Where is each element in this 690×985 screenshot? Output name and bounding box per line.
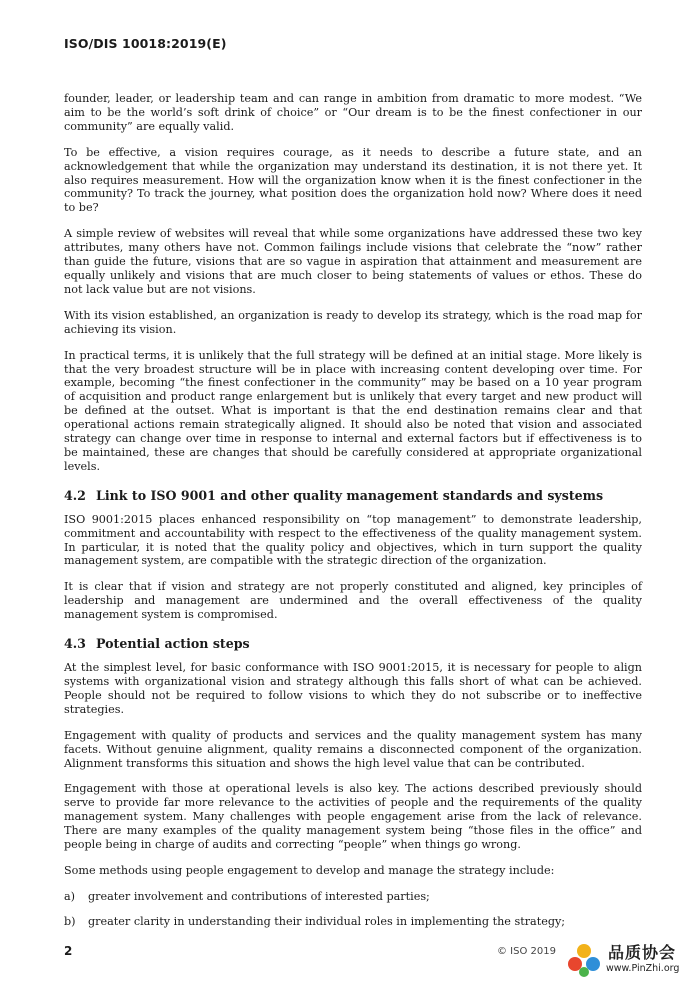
copyright-notice: © ISO 2019 (497, 946, 556, 957)
section-heading-4-2 (64, 488, 642, 503)
paragraph: Some methods using people engagement to develop and manage the strategy include: (64, 863, 555, 877)
page-number: 2 (64, 944, 73, 958)
document-header: ISO/DIS 10018:2019(E) (64, 36, 227, 51)
watermark-url: www.PinZhi.org (606, 963, 680, 974)
list-marker: a) (64, 889, 76, 903)
section-heading-4-3 (64, 636, 642, 651)
watermark-name: 品质协会 (608, 943, 677, 962)
section-number: 4.3 (64, 636, 86, 652)
paragraph: In practical terms, it is unlikely that the full strategy will be defined at an initial stage. More likely is that the very broadest structure will be in place with increasing content developing over time. For example, becoming “the finest confectioner in the community” may be based on a 10 year program of acquisition and product range enlargement but is unlikely that every target and new product will be defined at the outset. What is important is that the end destination remains clear and that operational actions remain strategically aligned. It should also be noted that vision and associated strategy can change over time in response to internal and external factors but if effectiveness is to be maintained, these are changes that should be carefully considered at appropriate organizational levels. (64, 348, 642, 473)
watermark (566, 938, 688, 982)
document-body (64, 92, 642, 940)
list-item (64, 915, 642, 929)
list-text: greater involvement and contributions of interested parties; (88, 889, 430, 903)
section-title: Link to ISO 9001 and other quality management standards and systems (96, 487, 604, 503)
pinzhi-logo-icon (566, 942, 602, 978)
paragraph: Engagement with quality of products and services and the quality management system has many facets. Without genuine alignment, quality remains a disconnected component of the organization. Alignment transforms this situation and shows the high level value that can be contributed. (64, 728, 642, 770)
section-title: Potential action steps (96, 636, 250, 652)
paragraph: founder, leader, or leadership team and can range in ambition from dramatic to more modest. “We aim to be the world’s soft drink of choice” or “Our dream is to be the finest confectioner in our community” are equally valid. (64, 92, 642, 133)
list-marker: b) (64, 914, 76, 928)
section-number: 4.2 (64, 487, 86, 503)
list-item (64, 890, 642, 904)
paragraph: It is clear that if vision and strategy are not properly constituted and aligned, key principles of leadership and management are undermined and the overall effectiveness of the quality management system is compromised. (64, 580, 642, 622)
paragraph: At the simplest level, for basic conformance with ISO 9001:2015, it is necessary for people to align systems with organizational vision and strategy although this falls short of what can be achieved. People should not be required to follow visions to which they do not subscribe or to ineffective strategies. (64, 661, 642, 716)
paragraph: Engagement with those at operational levels is also key. The actions described previously should serve to provide far more relevance to the activities of people and the requirements of the quality management system. Many challenges with people engagement arise from the lack of relevance. There are many examples of the quality management system being “those files in the office” and people being in charge of audits and correcting “people” when things go wrong. (64, 782, 642, 852)
paragraph: ISO 9001:2015 places enhanced responsibility on “top management” to demonstrate leadership, commitment and accountability with respect to the effectiveness of the quality management system. In particular, it is noted that the quality policy and objectives, which in turn support the quality management system, are compatible with the strategic direction of the organization. (64, 512, 642, 568)
paragraph: With its vision established, an organization is ready to develop its strategy, which is the road map for achieving its vision. (64, 308, 642, 336)
paragraph: A simple review of websites will reveal that while some organizations have addressed these two key attributes, many others have not. Common failings include visions that celebrate the “now” rather than guide the future, visions that are so vague in aspiration that attainment and measurement are equally unlikely and visions that are much closer to being statements of values or ethos. These do not lack value but are not visions. (64, 227, 642, 296)
paragraph: To be effective, a vision requires courage, as it needs to describe a future state, and an acknowledgement that while the organization may understand its destination, it is not there yet. It also requires measurement. How will the organization know when it is the finest confectioner in the community? To track the journey, what position does the organization hold now? Where does it need to be? (64, 145, 642, 215)
list-text: greater clarity in understanding their individual roles in implementing the strategy; (88, 914, 566, 928)
